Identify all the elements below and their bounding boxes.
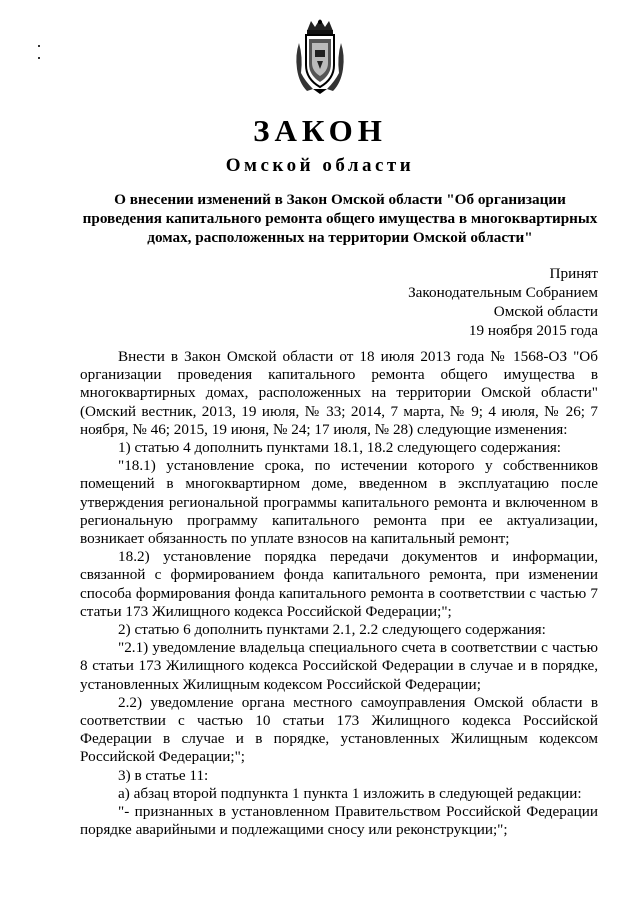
body-paragraph: 2.2) уведомление органа местного самоуправления Омской области в соответствии с частью 10 статьи 173 Жилищного кодекса Российской Федерации в случае и в порядке, установленных Жилищным кодексом Российской Федерации;"; <box>80 693 598 766</box>
body-paragraph: 3) в статье 11: <box>118 766 209 784</box>
document-subtitle: Омской области <box>225 155 415 176</box>
body-paragraph: 18.2) установление порядка передачи документов и информации, связанной с формированием фонда капитального ремонта, при изменении способа формирования фонда капитального ремонта в соответствии с частью 7 статьи 173 Жилищного кодекса Российской Федерации;"; <box>80 548 598 620</box>
document-title: ЗАКОН <box>253 113 387 148</box>
body-paragraph: Внести в Закон Омской области от 18 июля 2013 года № 1568-ОЗ "Об организации проведения капитального ремонта общего имущества в многоквартирных домах, расположенных на территории Омской области" (Омский вестник, 2013, 19 июля, № 33; 2014, 7 марта, № 9; 4 июля, № 26; 7 ноября, № 46; 2015, 19 июня, № 24; 17 июля, № 28) следующие изменения: <box>80 348 598 438</box>
margin-dot <box>38 57 40 59</box>
adoption-line: Законодательным Собранием <box>408 284 598 301</box>
law-body <box>80 348 598 839</box>
margin-dot <box>38 45 40 47</box>
adoption-date: 19 ноября 2015 года <box>468 322 598 339</box>
law-heading-line: О внесении изменений в Закон Омской области "Об организации <box>114 191 566 208</box>
adoption-block <box>408 264 598 340</box>
body-paragraph: а) абзац второй подпункта 1 пункта 1 изложить в следующей редакции: <box>118 784 582 802</box>
law-heading-line: проведения капитального ремонта общего имущества в многоквартирных <box>82 210 598 227</box>
omsk-coat-of-arms-icon <box>295 17 345 95</box>
body-paragraph: "2.1) уведомление владельца специального счета в соответствии с частью 8 статьи 173 Жилищного кодекса Российской Федерации в случае и в порядке, установленных Жилищным кодексом Российской Федерации; <box>80 639 598 693</box>
law-heading <box>80 190 600 247</box>
body-paragraph: 1) статью 4 дополнить пунктами 18.1, 18.2 следующего содержания: <box>118 439 562 457</box>
adoption-line: Принят <box>549 265 598 282</box>
body-paragraph: "- признанных в установленном Правительством Российской Федерации порядке аварийными и подлежащими сносу или реконструкции;"; <box>80 803 598 839</box>
body-paragraph: "18.1) установление срока, по истечении которого у собственников помещений в многоквартирном доме, введенном в эксплуатацию после утверждения региональной программы капитального ремонта и включенном в региональную программу капитального ремонта при ее актуализации, возникает обязанность по уплате взносов на капитальный ремонт; <box>80 457 598 548</box>
body-paragraph: 2) статью 6 дополнить пунктами 2.1, 2.2 следующего содержания: <box>118 621 546 639</box>
law-heading-line: домах, расположенных на территории Омской области" <box>147 229 533 246</box>
adoption-line: Омской области <box>493 303 598 320</box>
